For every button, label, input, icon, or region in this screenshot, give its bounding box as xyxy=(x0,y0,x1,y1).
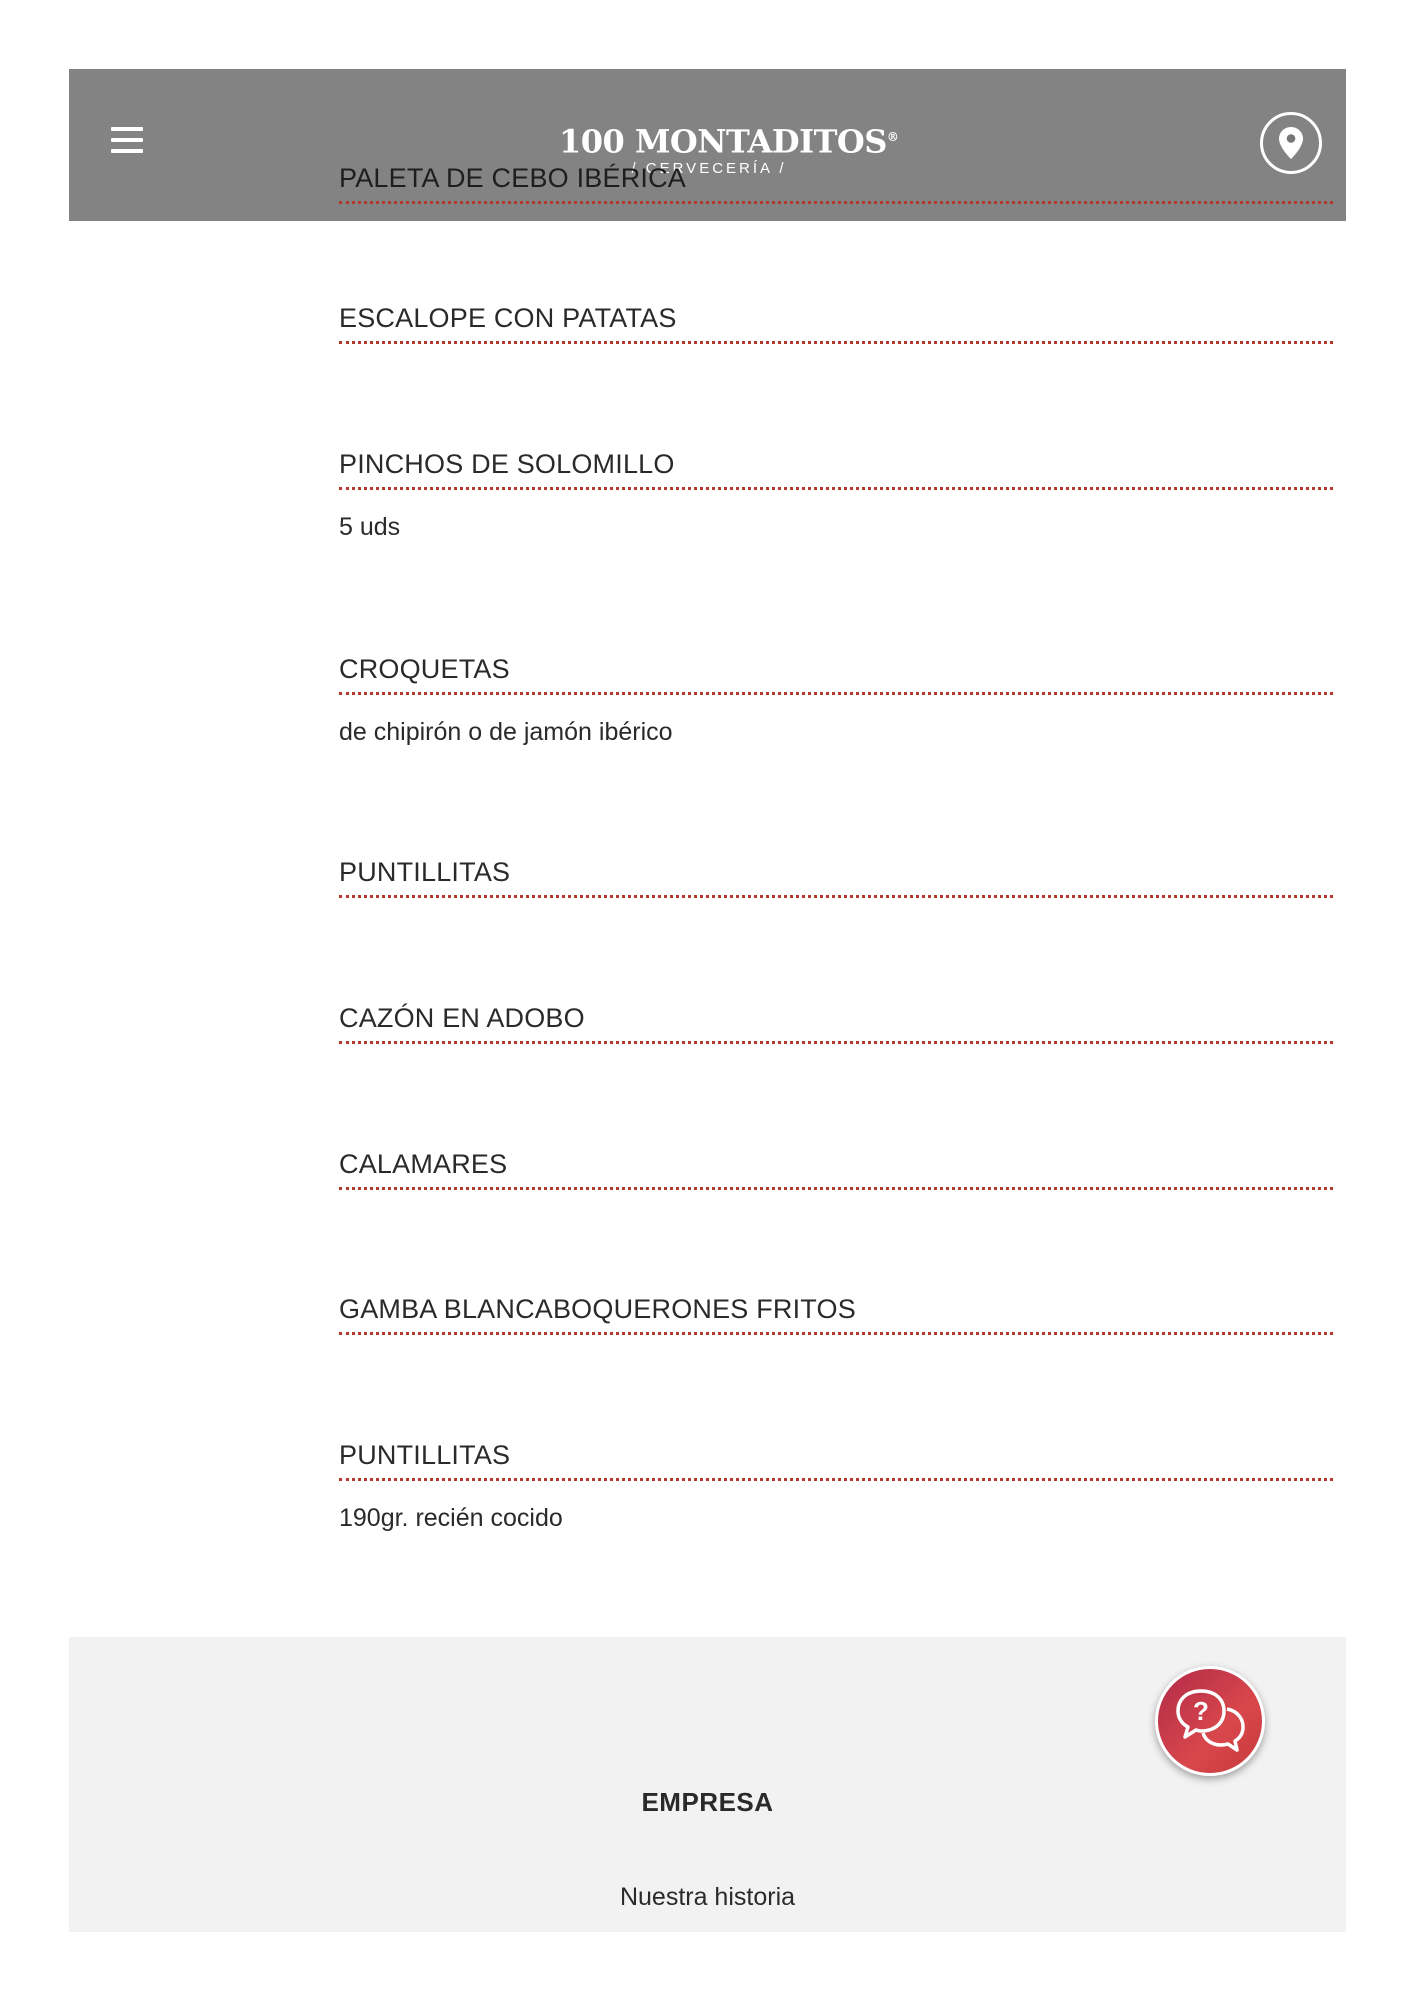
menu-item[interactable] xyxy=(339,1438,1333,1533)
menu-item[interactable] xyxy=(339,855,1333,898)
logo-wordmark: 100 MONTADITOS® xyxy=(559,122,899,161)
help-chat-icon xyxy=(1175,1687,1247,1757)
hamburger-menu-button[interactable] xyxy=(111,127,143,157)
svg-text:?: ? xyxy=(1193,1696,1209,1726)
menu-item-title: PINCHOS DE SOLOMILLO xyxy=(339,447,1333,490)
menu-item-description: de chipirón o de jamón ibérico xyxy=(339,718,673,746)
logo-subtitle: / CERVECERÍA / xyxy=(631,159,787,177)
menu-item[interactable] xyxy=(339,652,1333,747)
menu-item-title: CAZÓN EN ADOBO xyxy=(339,1001,1333,1044)
menu-item[interactable] xyxy=(339,1292,1333,1335)
menu-item[interactable] xyxy=(339,301,1333,344)
menu-item-title: PALETA DE CEBO IBÉRICA xyxy=(339,161,1333,204)
menu-item-title: ESCALOPE CON PATATAS xyxy=(339,301,1333,344)
map-pin-icon xyxy=(1279,127,1303,159)
menu-item-title: CROQUETAS xyxy=(339,652,1333,695)
menu-item[interactable] xyxy=(339,447,1333,542)
menu-item-title: GAMBA BLANCABOQUERONES FRITOS xyxy=(339,1292,1333,1335)
menu-item-title: CALAMARES xyxy=(339,1147,1333,1190)
menu-item[interactable] xyxy=(339,1001,1333,1044)
hamburger-icon-bar xyxy=(111,127,143,131)
menu-item-title: PUNTILLITAS xyxy=(339,1438,1333,1481)
hamburger-icon-bar xyxy=(111,149,143,153)
hamburger-icon-bar xyxy=(111,138,143,142)
help-chat-button[interactable] xyxy=(1155,1666,1265,1776)
menu-item-description: 190gr. recién cocido xyxy=(339,1504,563,1532)
page-frame xyxy=(69,69,1346,1932)
menu-item-description: 5 uds xyxy=(339,513,401,541)
menu-item[interactable] xyxy=(339,161,1333,204)
footer-link-nuestra-historia[interactable]: Nuestra historia xyxy=(619,1883,796,1911)
menu-item-title: PUNTILLITAS xyxy=(339,855,1333,898)
site-footer xyxy=(69,1637,1346,1932)
menu-item[interactable] xyxy=(339,1147,1333,1190)
footer-heading-empresa: EMPRESA xyxy=(641,1787,774,1817)
